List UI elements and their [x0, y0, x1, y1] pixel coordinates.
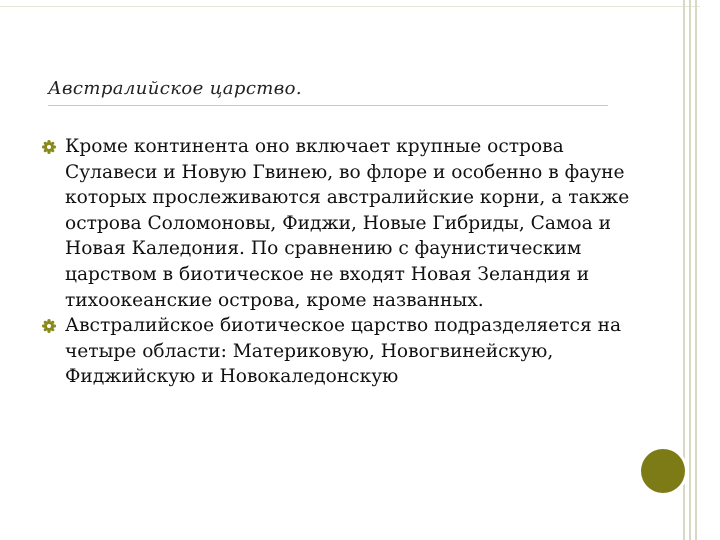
bullet-list — [42, 134, 632, 390]
title-underline — [48, 105, 608, 106]
bullet-item — [42, 134, 632, 313]
decorative-vertical-line — [683, 0, 685, 540]
bullet-text: Кроме континента оно включает крупные острова Сулавеси и Новую Гвинею, во флоре и особенно в фауне которых прослеживаются австралийские корни, а также острова Соломоновы, Фиджи, Новые Гибриды, Самоа и Новая Каледония. По сравнению с фаунистическим царством в биотическое не входят Новая Зеландия и тихоокеанские острова, кроме названных. — [65, 136, 630, 311]
decorative-vertical-line — [689, 0, 691, 540]
decorative-circle — [641, 449, 685, 493]
gear-flower-icon — [42, 140, 56, 154]
bullet-text: Австралийское биотическое царство подразделяется на четыре области: Материковую, Новогвинейскую, Фиджийскую и Новокаледонскую — [65, 315, 622, 388]
gear-flower-icon — [42, 319, 56, 333]
decorative-vertical-line — [695, 0, 697, 540]
bullet-item — [42, 313, 632, 390]
top-border-line — [0, 6, 700, 7]
title-area — [48, 78, 608, 106]
slide-title: Австралийское царство. — [48, 78, 302, 99]
